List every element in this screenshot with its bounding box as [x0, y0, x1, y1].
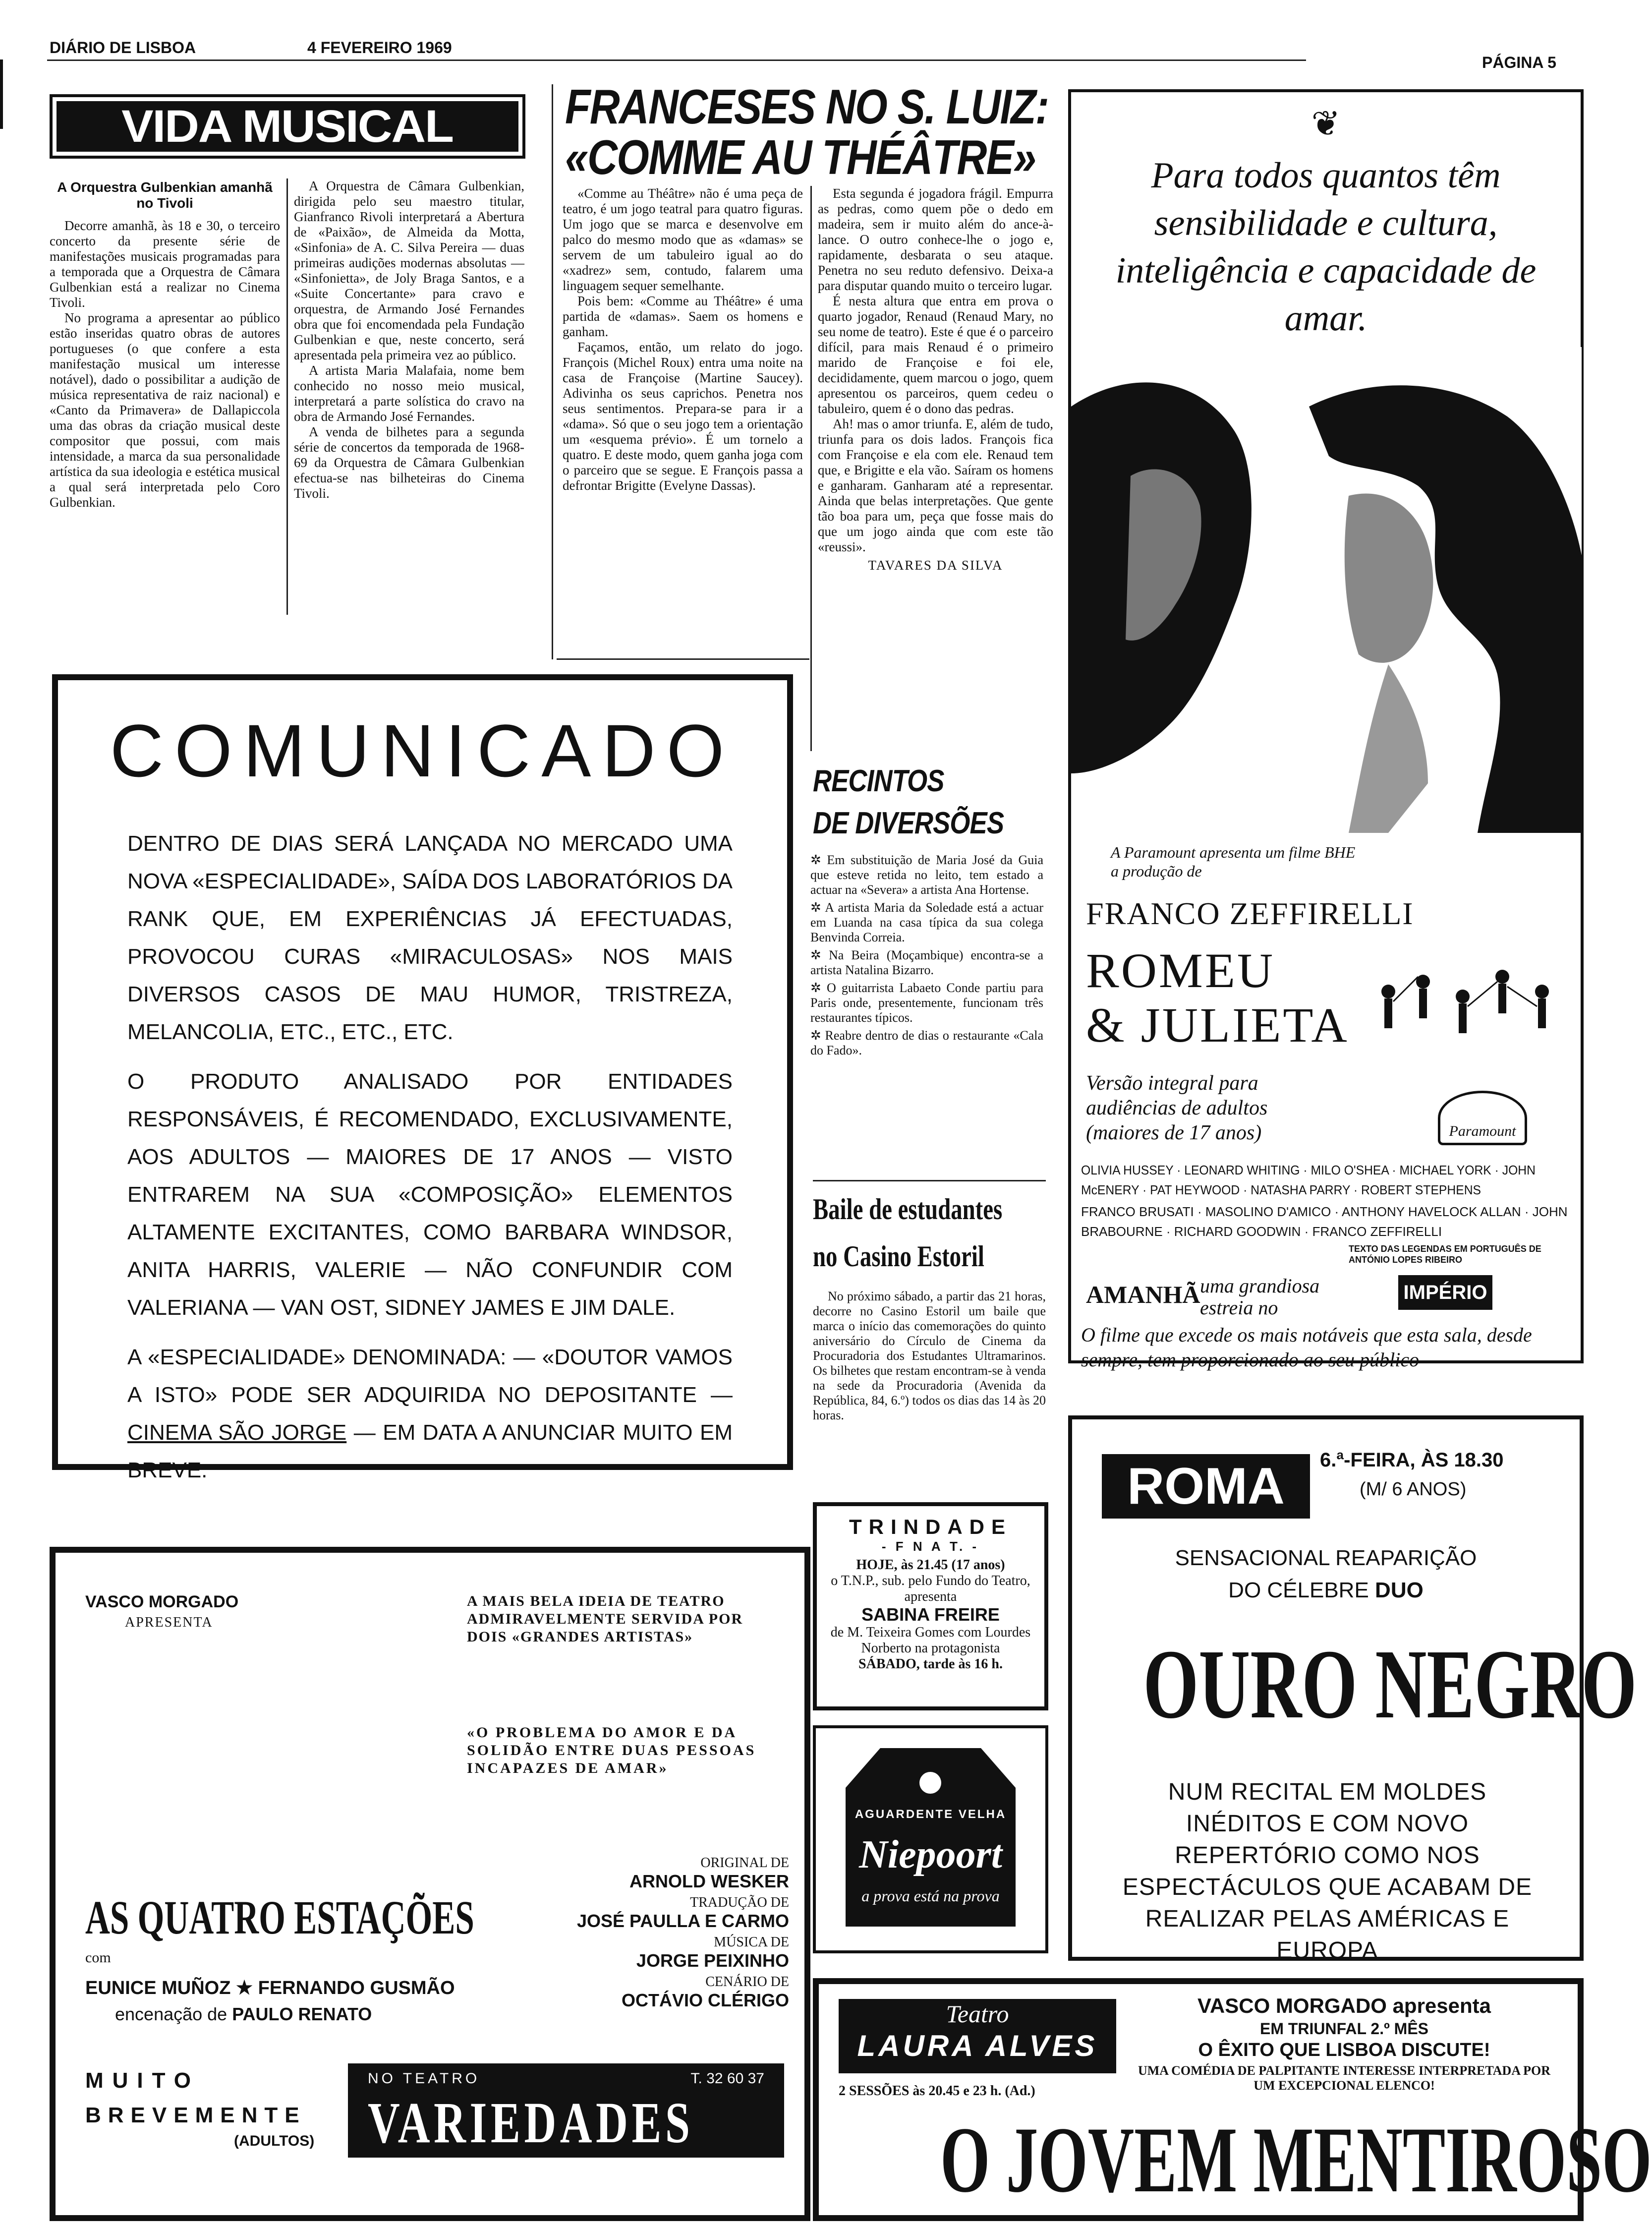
romeu-director: FRANCO ZEFFIRELLI — [1086, 896, 1414, 931]
baile-text-wrap — [813, 1289, 1046, 1423]
romeu-cast: OLIVIA HUSSEY · LEONARD WHITING · MILO O'SHEA · MICHAEL YORK · JOHN McENERY · PAT HEYWOOD · NATASHA PARRY · ROBERT STEPHENS — [1081, 1163, 1536, 1197]
franceses-col2 — [818, 186, 1053, 573]
column-rule — [810, 186, 812, 751]
variedades-phone: T. 32 60 37 — [690, 2070, 764, 2087]
laura-teatro: Teatro — [946, 2000, 1009, 2028]
recintos-item-text: Reabre dentro de dias o restaurante «Cala do Fado». — [810, 1028, 1043, 1057]
comunicado-p3-a: A «ESPECIALIDADE» DENOMINADA: — «DOUTOR VAMOS A ISTO» PODE SER ADQUIRIDA NO DEPOSITANTE — — [127, 1345, 733, 1407]
comunicado-p2: O PRODUTO ANALISADO POR ENTIDADES RESPONSÁVEIS, É RECOMENDADO, EXCLUSIVAMENTE, AOS ADULTOS — MAIORES DE 17 ANOS — VISTO ENTRAREM NA SUA «COMPOSIÇÃO» ELEMENTOS ALTAMENTE EXCITANTES, COMO BARBARA WINDSOR, ANITA HARRIS, VALERIE — NÃO CONFUNDIR COM VALERIANA — VAN OST, SIDNEY JAMES E JIM DALE. — [127, 1069, 733, 1320]
masthead-rule — [47, 59, 1306, 61]
quatro-tagline-2: «O PROBLEMA DO AMOR E DA SOLIDÃO ENTRE DUAS PESSOAS INCAPAZES DE AMAR» — [467, 1724, 756, 1776]
quatro-estacoes-ad — [50, 1547, 810, 2221]
quatro-musica: JORGE PEIXINHO — [636, 1950, 789, 1971]
romeu-subtitles: TEXTO DAS LEGENDAS EM PORTUGUÊS DE ANTÓNIO LOPES RIBEIRO — [1349, 1244, 1541, 1265]
jovem-mentiroso-title: O JOVEM MENTIROSO — [940, 2108, 1652, 2212]
romeu-film-title-1: ROMEU — [1086, 943, 1275, 998]
franceses-p2: Pois bem: «Comme au Théâtre» é uma partida de «damas». Saem os homens e ganham. — [563, 293, 803, 339]
quatro-traducao-label: TRADUÇÃO DE — [690, 1895, 789, 1910]
trindade-l2: o T.N.P., sub. pelo Fundo do Teatro, apresenta — [831, 1573, 1030, 1604]
quatro-original-label: ORIGINAL DE — [700, 1855, 789, 1871]
recintos-item-text: A artista Maria da Soledade está a actuar em Luanda na casa típica da sua colega Benvinda Correia. — [810, 900, 1043, 944]
trindade-l3: de M. Teixeira Gomes com Lourdes Norberto na protagonista — [830, 1625, 1031, 1656]
roma-body: NUM RECITAL EM MOLDES INÉDITOS E COM NOVO REPERTÓRIO COMO NOS ESPECTÁCULOS QUE ACABAM DE REALIZAR PELAS AMÉRICAS E EUROPA — [1122, 1779, 1533, 1964]
recintos-item-text: Na Beira (Moçambique) encontra-se a artista Natalina Bizarro. — [810, 948, 1043, 977]
recintos-item-text: O guitarrista Labaeto Conde partiu para Paris onde, presentemente, funcionam três restaurantes típicos. — [810, 981, 1043, 1025]
quatro-encenacao-name: PAULO RENATO — [232, 2004, 372, 2024]
recintos-item: ✲ Reabre dentro de dias o restaurante «Cala do Fado». — [810, 1028, 1043, 1057]
paramount-logo: Paramount — [1438, 1091, 1527, 1145]
roma-time-2: (M/ 6 ANOS) — [1360, 1479, 1467, 1500]
baile-text: No próximo sábado, a partir das 21 horas, decorre no Casino Estoril um baile que marca o início das comemorações do quinto aniversário do Círculo de Cinema da Procuradoria dos Estudantes Ultramarinos. Os bilhetes que restam encontram-se à venda na sede da Procuradoria (Avenida da República, 84, 6.º) todos os dias das 14 às 20 horas. — [813, 1289, 1046, 1422]
vida-musical-headline: A Orquestra Gulbenkian amanhã no Tivoli — [57, 179, 273, 211]
imperio-logo: IMPÉRIO — [1398, 1275, 1492, 1310]
quatro-encenacao-label: encenação de — [115, 2004, 232, 2024]
quatro-adultos: (ADULTOS) — [234, 2133, 315, 2149]
column-rule — [552, 84, 553, 659]
romeu-footer: O filme que excede os mais notáveis que esta sala, desde sempre, tem proporcionado ao seu público — [1081, 1324, 1532, 1371]
quatro-cenario-label: CENÁRIO DE — [705, 1974, 789, 1990]
quatro-encenacao — [115, 2004, 372, 2025]
vida-musical-p5: A venda de bilhetes para a segunda série de concertos da temporada de 1968-69 da Orquestra de Câmara Gulbenkian efectua-se nas bilheteiras do Cinema Tivoli. — [294, 424, 524, 501]
binding-marks — [0, 59, 20, 129]
quatro-cast: EUNICE MUÑOZ ★ FERNANDO GUSMÃO — [85, 1978, 455, 1998]
franceses-headline-1: FRANCESES NO S. LUIZ: — [565, 79, 1049, 134]
comunicado-title: COMUNICADO — [110, 709, 736, 792]
comunicado-body — [127, 825, 733, 1489]
niepoort-brand: Niepoort — [859, 1833, 1002, 1876]
comunicado-p3 — [127, 1339, 733, 1489]
franceses-p3: Façamos, então, um relato do jogo. François (Michel Roux) entra uma noite na casa de Françoise (Martine Saucey). Adivinha os seus caprichos. Penetra nos seus sentimentos. Prepara-se para ir a «dama». Só que o seu jogo tem a orientação um «esquema prévio». É um tornelo a quatro. E deste modo, quem ganha joga com o parceiro que se segue. E François passa a defrontar Brigitte (Evelyne Dassas). — [563, 340, 803, 493]
franceses-p1: «Comme au Théâtre» não é uma peça de teatro, é um jogo teatral para quatro figuras. Um jogo que se marca e desenvolve em palco do mesmo modo que as «damas» se servem de um tabuleiro igual ao do «xadrez» sem, contudo, falarem uma linguagem sequer semelhante. — [563, 186, 803, 293]
trindade-play: SABINA FREIRE — [861, 1604, 1000, 1625]
franceses-p6: Ah! mas o amor triunfa. E, além de tudo, triunfa para os dois lados. François fica com Françoise e ela com ele. Renaud tem que, e Brigitte e ela vão. Saíram os homens e ganharam. Ganharam até a representar. Ainda que belas interpretações. Que gente tão boa para um, peça que fosse mais do que um jogo ainda que com este tão «reussi». — [818, 416, 1053, 554]
comunicado-p1: DENTRO DE DIAS SERÁ LANÇADA NO MERCADO UMA NOVA «ESPECIALIDADE», SAÍDA DOS LABORATÓRIOS DA RANK QUE, EM EXPERIÊNCIAS JÁ EFECTUADAS, PROVOCOU CURAS «MIRACULOSAS» NOS MAIS DIVERSOS CASOS DE MAU HUMOR, TRISTREZA, MELANCOLIA, ETC., ETC., ETC. — [127, 831, 733, 1044]
romeu-ad — [1068, 89, 1584, 1371]
vida-musical-banner — [50, 94, 525, 159]
baile-title-2: no Casino Estoril — [813, 1240, 984, 1273]
roma-logo: ROMA — [1102, 1454, 1310, 1519]
vida-musical-p1: Decorre amanhã, às 18 e 30, o terceiro concerto da presente série de manifestações musicais programadas para a temporada que a Orquestra de Câmara Gulbenkian está a realizar no Cinema Tivoli. — [50, 218, 280, 310]
franceses-byline: TAVARES DA SILVA — [868, 558, 1003, 573]
vida-musical-p3: A Orquestra de Câmara Gulbenkian, dirigida pelo seu maestro titular, Gianfranco Rivoli interpretará a Abertura de «Paixão», de Almeida da Motta, «Sinfonia» de A. C. Silva Pereira — duas primeiras audições modernas absolutas — «Sinfonietta», de Joly Braga Santos, e a «Suite Concertante» para cravo e orquestra, de Armando José Fernandes obra que foi encomendada pela Fundação Gulbenkian e que, neste concerto, será apresentada pela primeira vez ao público. — [294, 178, 524, 362]
quatro-producer: VASCO MORGADO — [85, 1592, 239, 1611]
recintos-list — [810, 853, 1043, 1061]
comunicado-box — [52, 674, 793, 1482]
roma-sub-2 — [1072, 1578, 1580, 1603]
trindade-title: TRINDADE — [849, 1515, 1012, 1538]
vida-musical-p4: A artista Maria Malafaia, nome bem conhecido no nosso meio musical, interpretará a parte solística do cravo na obra de Armando José Fernandes. — [294, 363, 524, 424]
ouro-negro-title: OURO NEGRO — [1143, 1630, 1637, 1739]
laura-sessions: 2 SESSÕES às 20.45 e 23 h. (Ad.) — [839, 2083, 1035, 2099]
masthead-paper: DIÁRIO DE LISBOA — [50, 39, 196, 57]
vida-musical-col2 — [294, 178, 524, 501]
franceses-col1 — [563, 186, 803, 493]
quatro-cenario: OCTÁVIO CLÉRIGO — [621, 1990, 789, 2010]
quatro-traducao: JOSÉ PAULLA E CARMO — [576, 1911, 789, 1931]
recintos-title-2: DE DIVERSÕES — [813, 806, 1004, 840]
niepoort-slogan: a prova está na prova — [861, 1887, 1000, 1905]
roma-sub-2-duo: DUO — [1375, 1578, 1424, 1602]
quatro-tagline-1: A MAIS BELA IDEIA DE TEATRO ADMIRAVELMENTE SERVIDA POR DOIS «GRANDES ARTISTAS» — [467, 1593, 743, 1645]
quatro-com: com — [85, 1949, 111, 1966]
roma-sub-2-text: DO CÉLEBRE — [1228, 1578, 1375, 1602]
franceses-p4: Esta segunda é jogadora frágil. Empurra as pedras, como quem põe o dedo em madeira, sem ir muito além do ance-à-lance. O outro conhece-lhe o jogo e, rapidamente, desbarata o seu ataque. Penetra no seu reduto defensivo. Deixa-a para disputar quando muito o terceiro lugar. — [818, 186, 1053, 293]
roma-time-1: 6.ª-FEIRA, ÀS 18.30 — [1320, 1449, 1504, 1471]
romeu-presents: A Paramount apresenta um filme BHE a produção de — [1111, 843, 1356, 880]
variedades-no-teatro: NO TEATRO — [368, 2070, 480, 2087]
romeo-juliet-portrait — [1071, 347, 1582, 833]
comunicado-p3-b: — EM DATA A ANUNCIAR MUITO EM BREVE. — [127, 1420, 733, 1482]
recintos-title-1: RECINTOS — [813, 764, 944, 798]
quatro-credits — [541, 1855, 789, 2011]
baile-title-1: Baile de estudantes — [813, 1193, 1003, 1226]
vida-musical-col1 — [50, 218, 280, 510]
laura-r4: UMA COMÉDIA DE PALPITANTE INTERESSE INTERPRETADA POR UM EXCEPCIONAL ELENCO! — [1138, 2063, 1551, 2093]
vida-musical-p2: No programa a apresentar ao público estão inseridas quatro obras de autores portugueses (o que confere a esta manifestação musical um interesse notável), dado o possibilitar a audição de música representativa de raiz nacional) e «Canto da Primavera» de Dallapiccola uma das obras da criação musical deste compositor que possui, com mais intensidade, a marca da sua personalidade artística da sua ideologia e estética musical a qual será interpretada pelo Coro Gulbenkian. — [50, 310, 280, 510]
niepoort-ad — [813, 1725, 1048, 1953]
laura-name: LAURA ALVES — [857, 2029, 1098, 2062]
roma-sub-1: SENSACIONAL REAPARIÇÃO — [1175, 1546, 1477, 1570]
variedades-venue: VARIEDADES — [368, 2090, 694, 2155]
romeu-tagline: Para todos quantos têm sensibilidade e cultura, inteligência e capacidade de amar. — [1115, 155, 1537, 339]
romeu-version: Versão integral para audiências de adultos (maiores de 17 anos) — [1086, 1072, 1268, 1144]
recintos-item: ✲ A artista Maria da Soledade está a actuar em Luanda na casa típica da sua colega Benvinda Correia. — [810, 900, 1043, 944]
franceses-headline-2: «COMME AU THÉÂTRE» — [565, 130, 1036, 184]
swordfight-illustration — [1359, 932, 1577, 1061]
vida-musical-title: VIDA MUSICAL — [121, 101, 454, 152]
recintos-item: ✲ Na Beira (Moçambique) encontra-se a artista Natalina Bizarro. — [810, 948, 1043, 977]
romeu-crew: FRANCO BRUSATI · MASOLINO D'AMICO · ANTHONY HAVELOCK ALLAN · JOHN BRABOURNE · RICHARD GOODWIN · FRANCO ZEFFIRELLI — [1081, 1204, 1568, 1239]
quatro-brevemente: BREVEMENTE — [85, 2103, 306, 2127]
trindade-l4: SÁBADO, tarde às 16 h. — [858, 1656, 1003, 1672]
romeu-amanha: AMANHÃ — [1086, 1281, 1200, 1308]
cinema-sao-jorge-link[interactable]: CINEMA SÃO JORGE — [127, 1420, 347, 1445]
trindade-body — [822, 1557, 1039, 1672]
section-rule — [557, 658, 809, 660]
trindade-ad — [813, 1502, 1048, 1710]
laura-alves-logo — [839, 1999, 1116, 2073]
trindade-l1: HOJE, às 21.45 (17 anos) — [856, 1557, 1005, 1573]
recintos-item: ✲ Em substituição de Maria José da Guia que esteve retida no leito, tem estado a actuar na «Severa» a artista Ana Hortense. — [810, 853, 1043, 897]
recintos-item: ✲ O guitarrista Labaeto Conde partiu para Paris onde, presentemente, funcionam três restaurantes típicos. — [810, 981, 1043, 1025]
romeu-estreia: uma grandiosa estreia no — [1200, 1275, 1320, 1319]
niepoort-top: AGUARDENTE VELHA — [854, 1808, 1007, 1821]
roma-ad — [1068, 1415, 1637, 1964]
laura-r3: O ÊXITO QUE LISBOA DISCUTE! — [1198, 2040, 1490, 2060]
trindade-sub: - F N A T. - — [881, 1539, 980, 1554]
variedades-block — [348, 2063, 784, 2158]
laura-r1: VASCO MORGADO apresenta — [1197, 1994, 1491, 2017]
masthead-date: 4 FEVEREIRO 1969 — [307, 39, 452, 57]
quatro-presents: APRESENTA — [125, 1615, 213, 1630]
recintos-item-text: Em substituição de Maria José da Guia que esteve retida no leito, tem estado a actuar na «Severa» a artista Ana Hortense. — [810, 853, 1043, 897]
quatro-muito: MUITO — [85, 2068, 200, 2093]
franceses-p5: É nesta altura que entra em prova o quarto jogador, Renaud (Renaud Mary, no seu nome de teatro). Este é que é o parceiro difícil, para mais Renaud é o primeiro marido de Françoise e foi ele, decididamente, quem marcou o jogo, quem apresentou os parceiros, quem cedeu o tabuleiro, quem é o dono das pedras. — [818, 293, 1053, 416]
section-rule — [813, 1180, 1046, 1181]
quatro-musica-label: MÚSICA DE — [714, 1935, 789, 1950]
column-rule — [286, 178, 288, 615]
romeu-film-title-2: & JULIETA — [1086, 997, 1349, 1053]
laura-r2: EM TRIUNFAL 2.º MÊS — [1259, 2020, 1428, 2038]
page-number: PÁGINA 5 — [1482, 54, 1556, 71]
quatro-original: ARNOLD WESKER — [629, 1871, 789, 1891]
ornament-icon: ❦ — [1311, 105, 1341, 143]
laura-alves-ad — [813, 1978, 1652, 2221]
quatro-title: AS QUATRO ESTAÇÕES — [85, 1891, 474, 1944]
